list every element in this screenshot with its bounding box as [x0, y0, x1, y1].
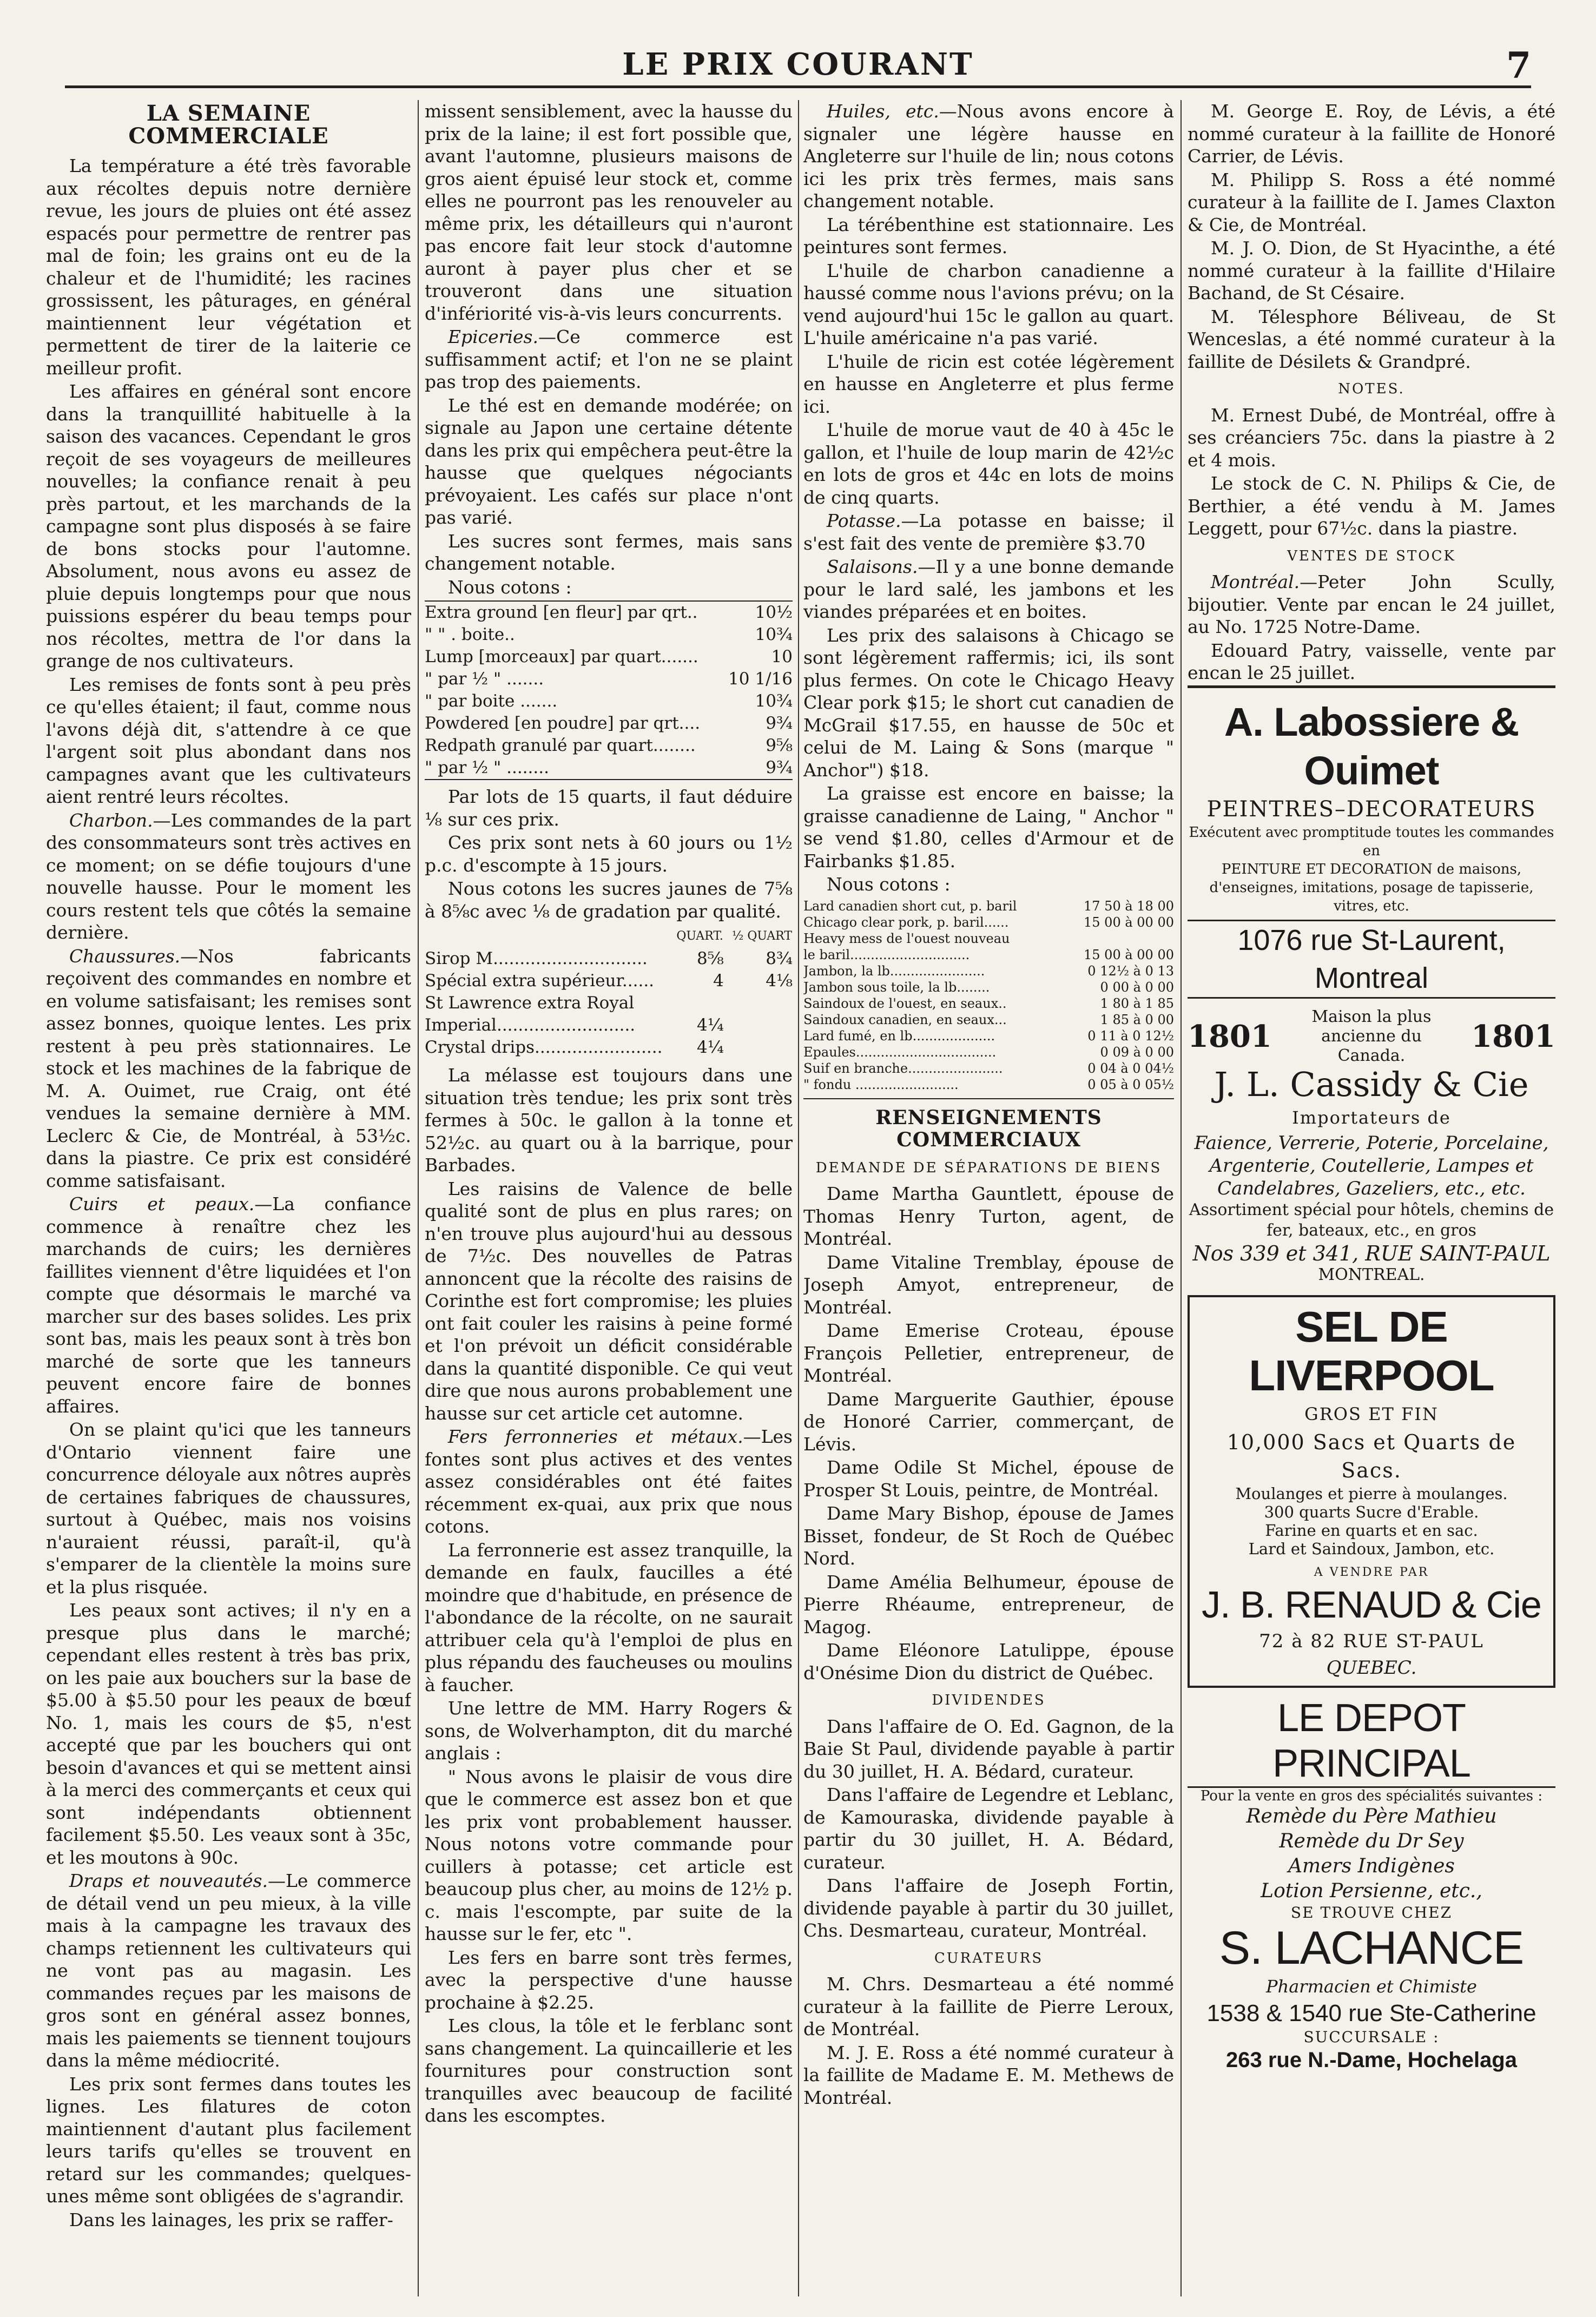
paragraph: Les sucres sont fermes, mais sans changement notable. — [425, 530, 793, 574]
paragraph: La graisse est encore en baisse; la graisse canadienne de Laing, " Anchor " se vend $1.80, celles d'Armour et de Fairbanks $1.85. — [803, 783, 1174, 872]
cell: le baril............................. — [803, 947, 970, 962]
table-row — [425, 646, 793, 668]
cell: Sirop M............................. — [425, 949, 648, 968]
item-label: Chaussures. — [69, 945, 181, 967]
cell: Lard fumé, en lb.................... — [803, 1028, 995, 1044]
cell: Jambon sous toile, la lb........ — [803, 979, 990, 995]
cell: 0 12½ à 0 13 — [1087, 963, 1174, 979]
ad-trade: PEINTRES–DECORATEURS — [1206, 796, 1536, 822]
cell: Suif en branche....................... — [803, 1060, 1003, 1076]
item-label: Epiceries. — [447, 326, 538, 347]
ad-text: Pour la vente en gros des spécialités suivantes : — [1200, 1787, 1543, 1804]
table-header — [425, 925, 793, 948]
cell: Heavy mess de l'ouest nouveau — [803, 930, 1010, 946]
column-header: QUART. — [676, 929, 723, 943]
column-2 — [425, 100, 793, 2296]
paragraph — [803, 556, 1174, 623]
cell — [724, 1014, 793, 1037]
column-rule — [798, 100, 799, 2296]
cell: 17 50 à 18 00 — [1084, 898, 1174, 914]
list-item: Dame Odile St Michel, épouse de Prosper St Louis, peintre, de Montréal. — [803, 1457, 1174, 1501]
column-rule — [418, 100, 419, 2296]
cell: 15 00 à 00 00 — [1084, 914, 1174, 930]
ad-text: A VENDRE PAR — [1314, 1565, 1429, 1579]
paragraph: L'huile de morue vaut de 40 à 45c le gallon, et l'huile de loup marin de 42½c en lots de gros et 44c en lots de moins de cinq quarts. — [803, 419, 1174, 508]
table-row — [425, 735, 793, 757]
list-item: Dame Amélia Belhumeur, épouse de Pierre Rhéaume, entrepreneur, de Magog. — [803, 1571, 1174, 1638]
paragraph — [46, 1870, 411, 2072]
cell: 10¾ — [755, 625, 793, 644]
section-heading: LA SEMAINE COMMERCIALE — [128, 101, 329, 149]
ad-text: SE TROUVE CHEZ — [1290, 1903, 1453, 1922]
list-item: M. George E. Roy, de Lévis, a été nommé curateur à la faillite de Honoré Carrier, de Lévis. — [1188, 101, 1555, 167]
item-text: —Nos fabricants reçoivent des commandes en nombre et en volume satisfaisant; les remises sont assez bonnes, quoique lentes. Les prix restent à peu près stationnaires. Le stock et les machines de la fabrique de M. A. Ouimet, rue Craig, ont été vendues la semaine dernière à MM. Leclerc & Cie, de Montréal, à 53½c. dans la piastre. Ce prix est considéré comme satisfaisant. — [46, 945, 411, 1191]
cell: 1 85 à 0 00 — [1100, 1012, 1174, 1027]
advertisement-cassidy — [1188, 1004, 1555, 1290]
ad-address: 72 à 82 RUE ST-PAUL — [1259, 1630, 1484, 1652]
paragraph: Ces prix sont nets à 60 jours ou 1½ p.c. d'escompte à 15 jours. — [425, 832, 793, 876]
item-label: Fers ferronneries et métaux. — [447, 1426, 743, 1447]
ad-year: 1801 — [1471, 1018, 1555, 1054]
item-label: Potasse. — [826, 510, 901, 531]
subsection-heading: DEMANDE DE SÉPARATIONS DE BIENS — [815, 1159, 1162, 1176]
list-item: Dame Emerise Croteau, épouse François Pelletier, entrepreneur, de Montréal. — [803, 1320, 1174, 1386]
ad-product: Remède du Dr Sey — [1279, 1830, 1464, 1852]
paragraph: La mélasse est toujours dans une situation très tendue; les prix sont très fermes à 50c. le gallon à la tonne et 52½c. au quart ou à la barrique, pour Barbades. — [425, 1065, 793, 1176]
list-item: M. Télesphore Béliveau, de St Wenceslas, a été nommé curateur à la faillite de Désilets & Grandpré. — [1188, 306, 1555, 372]
table-row — [425, 992, 793, 1014]
item-text: —Les commandes de la part des consommateurs sont très actives en ce moment; on se défie toujours d'une nouvelle hausse. Pour le moment les cours restent tels que côtés la semaine dernière. — [46, 809, 411, 943]
item-text: —Les fontes sont plus actives et des ventes assez considérables ont été faites récemment ex-quai, aux prix que nous cotons. — [425, 1426, 793, 1537]
advertisement-depot-principal — [1188, 1693, 1555, 2079]
ad-text: Lard et Saindoux, Jambon, etc. — [1248, 1539, 1495, 1558]
ad-role: Pharmacien et Chimiste — [1266, 1976, 1477, 1997]
paragraph: Les clous, la tôle et le ferblanc sont sans changement. La quincaillerie et les fournitures pour construction sont tranquilles avec beaucoup de facilité dans les escomptes. — [425, 2015, 793, 2126]
list-item: Dans l'affaire de Legendre et Leblanc, de Kamouraska, dividende payable à partir du 30 juillet, H. A. Bédard, curateur. — [803, 1784, 1174, 1873]
table-row — [803, 995, 1174, 1012]
table-row — [425, 1037, 793, 1059]
item-text: —Il y a une bonne demande pour le lard salé, les jambons et les viandes préparées et en boites. — [803, 556, 1174, 622]
cell: Redpath granulé par quart........ — [425, 736, 696, 755]
ad-city: QUEBEC. — [1326, 1656, 1417, 1679]
item-text: —Nous avons encore à signaler une légère hausse en Angleterre sur l'huile de lin; nous cotons ici les prix très fermes, mais sans changement notable. — [803, 101, 1174, 212]
column-rule — [1180, 100, 1182, 2296]
list-item: M. J. O. Dion, de St Hyacinthe, a été nommé curateur à la faillite d'Hilaire Bachand, de St Césaire. — [1188, 237, 1555, 303]
cell: Extra ground [en fleur] par qrt.. — [425, 603, 698, 622]
paragraph: Dans les lainages, les prix se raffer- — [69, 2209, 393, 2230]
list-item: Dans l'affaire de O. Ed. Gagnon, de la Baie St Paul, dividende payable à partir du 30 juillet, H. A. Bédard, curateur. — [803, 1715, 1174, 1782]
list-item — [1188, 571, 1555, 638]
cell: 0 04 à 0 04½ — [1087, 1060, 1174, 1076]
item-text: —Peter John Scully, bijoutier. Vente par encan le 24 juillet, au No. 1725 Notre-Dame. — [1188, 571, 1555, 637]
ad-text: Assortiment spécial pour hôtels, chemins de fer, bateaux, etc., en gros — [1189, 1200, 1554, 1240]
subsection-heading: VENTES DE STOCK — [1287, 547, 1456, 564]
cell: " par ½ " ....... — [425, 669, 544, 689]
item-label: Huiles, etc. — [826, 101, 939, 122]
ad-subtitle: GROS ET FIN — [1304, 1403, 1439, 1424]
paragraph: On se plaint qu'ici que les tanneurs d'Ontario viennent faire une concurrence déloyale aux nôtres auprès de certaines fabriques de chaussures, surtout à Québec, mais nos voisins n'auraient réussi, paraît-il, qu'à s'emparer de la clientèle la moins sure et la plus risquée. — [46, 1419, 411, 1598]
paragraph — [425, 1425, 793, 1538]
ad-text: Exécutent avec promptitude toutes les commandes en — [1189, 824, 1554, 859]
ad-firm-name: A. Labossiere & Ouimet — [1224, 699, 1519, 793]
list-item: Edouard Patry, vaisselle, vente par encan le 25 juillet. — [1188, 639, 1555, 683]
cell: Crystal drips........................ — [425, 1038, 663, 1057]
ad-address: Nos 339 et 341, RUE SAINT-PAUL — [1192, 1241, 1551, 1265]
ad-text: 10,000 Sacs et Quarts de Sacs. — [1226, 1430, 1516, 1482]
cell: 4⅛ — [766, 971, 793, 991]
ad-text: Moulanges et pierre à moulanges. — [1235, 1484, 1508, 1503]
cell: 8¾ — [766, 949, 793, 968]
item-text: —La potasse en baisse; il s'est fait des vente de première $3.70 — [803, 510, 1174, 554]
table-row — [425, 601, 793, 624]
cell: Imperial.......................... — [425, 1015, 636, 1035]
paragraph: Les prix des salaisons à Chicago se sont légèrement raffermis; ici, ils sont plus fermes. On cote le Chicago Heavy Clear pork $15; le short cut canadien de McGrail $17.55, en hausse de 50c et celui de M. Laing & Sons (marque " Anchor") $18. — [803, 624, 1174, 781]
ad-year-row — [1188, 1007, 1555, 1066]
list-item: Dame Mary Bishop, épouse de James Bisset, fondeur, de St Roch de Québec Nord. — [803, 1503, 1174, 1569]
item-text: —Ce commerce est suffisamment actif; et l'on ne se plaint pas trop des paiements. — [425, 326, 793, 392]
ad-tagline: Maison la plus ancienne du Canada. — [1311, 1007, 1432, 1065]
cell: 9⅝ — [766, 736, 793, 755]
list-item: Dame Vitaline Tremblay, épouse de Joseph Amyot, entrepreneur, de Montréal. — [803, 1251, 1174, 1318]
list-item: Dame Marguerite Gauthier, épouse de Honoré Carrier, commerçant, de Lévis. — [803, 1388, 1174, 1455]
table-row — [803, 930, 1174, 947]
cell: 0 09 à 0 00 — [1100, 1044, 1174, 1060]
ad-firm-name: J. B. RENAUD & Cie — [1202, 1583, 1541, 1626]
table-row — [803, 1060, 1174, 1077]
page-number: 7 — [1506, 44, 1531, 87]
cell — [1058, 930, 1174, 947]
advertisement-sel-liverpool — [1188, 1295, 1555, 1688]
list-item: Dans l'affaire de Joseph Fortin, dividende payable à partir du 30 juillet, Chs. Desmarteau, curateur, Montréal. — [803, 1875, 1174, 1941]
item-label: Salaisons. — [826, 556, 918, 577]
section-heading: RENSEIGNEMENTS COMMERCIAUX — [803, 1098, 1174, 1152]
list-item: M. Chrs. Desmarteau a été nommé curateur à la faillite de Pierre Leroux, de Montréal. — [803, 1973, 1174, 2039]
paragraph: Nous cotons : — [447, 576, 572, 598]
ad-text: PEINTURE ET DECORATION de maisons, d'enseignes, imitations, posage de tapisserie, vitres, etc. — [1209, 861, 1534, 914]
cell: 0 11 à 0 12½ — [1087, 1028, 1174, 1044]
column-1 — [46, 100, 411, 2296]
paragraph: Les prix sont fermes dans toutes les lignes. Les filatures de coton maintiennent d'autant plus facilement leurs tarifs qu'elles se trouvent en retard sur les commandes; quelques-unes même sont obligées de s'agrandir. — [46, 2073, 411, 2207]
subsection-heading: DIVIDENDES — [932, 1692, 1046, 1708]
cell: " " . boite.. — [425, 625, 515, 644]
cell: 9¾ — [766, 714, 793, 733]
ad-headline: LE DEPOT PRINCIPAL — [1188, 1695, 1555, 1788]
provisions-price-table — [803, 898, 1174, 1093]
column-3 — [803, 100, 1174, 2296]
paragraph: Les remises de fonts sont à peu près ce qu'elles étaient; il faut, comme nous l'avons déjà dit, s'attendre à ce que l'argent soit plus abondant dans nos campagnes avant que les cultivateurs aient rentré leurs récoltes. — [46, 674, 411, 807]
ad-role: Importateurs de — [1292, 1107, 1451, 1128]
table-row — [425, 712, 793, 735]
ad-text: Farine en quarts et en sac. — [1265, 1521, 1478, 1540]
paragraph: Nous cotons les sucres jaunes de 7⅝ à 8⅝c avec ⅛ de gradation par qualité. — [425, 878, 793, 922]
paragraph — [803, 510, 1174, 555]
cell — [724, 1037, 793, 1059]
table-row — [803, 947, 1174, 963]
cell: " fondu ......................... — [803, 1077, 959, 1092]
table-row — [803, 914, 1174, 930]
cell: St Lawrence extra Royal — [425, 993, 635, 1013]
ad-product: Remède du Père Mathieu — [1246, 1805, 1497, 1827]
cell: 1 80 à 1 85 — [1100, 995, 1174, 1011]
sugar-price-table — [425, 600, 793, 780]
cell: 0 00 à 0 00 — [1100, 979, 1174, 995]
paragraph: Une lettre de MM. Harry Rogers & sons, de Wolverhampton, dit du marché anglais : — [425, 1698, 793, 1764]
paragraph: Les fers en barre sont très fermes, avec la perspective d'une hausse prochaine à $2.25. — [425, 1946, 793, 2013]
cell: Lard canadien short cut, p. baril — [803, 898, 1017, 914]
cell: 10 1/16 — [728, 669, 793, 689]
cell: 15 00 à 00 00 — [1084, 947, 1174, 962]
ad-address: 263 rue N.-Dame, Hochelaga — [1226, 2048, 1517, 2072]
cell: Saindoux de l'ouest, en seaux.. — [803, 995, 1007, 1011]
ad-firm-name: J. L. Cassidy & Cie — [1214, 1064, 1529, 1104]
paragraph: L'huile de charbon canadienne a haussé comme nous l'avions prévu; on la vend aujourd'hui 15c le gallon au quart. L'huile américaine n'a pas varié. — [803, 260, 1174, 348]
ad-city: MONTREAL. — [1318, 1265, 1425, 1284]
item-text: —La confiance commence à renaître chez les marchands de cuirs; les dernières faillites viennent d'être liquidées et l'on compte que désormais le marché va marcher sur des bases solides. Les prix sont bas, mais les peaux sont à très bon marché de sorte que les tanneurs peuvent encore faire de bonnes affaires. — [46, 1193, 411, 1417]
item-text: —Le commerce de détail vend un peu mieux, à la ville mais à la campagne les travaux des champs retiennent les cultivateurs qui ne vont pas au magasin. Les commandes reçues par les maisons de gros sont en général assez bonnes, mais les paiements se tiennent toujours dans la même médiocrité. — [46, 1870, 411, 2071]
cell: Epaules.................................. — [803, 1044, 997, 1060]
list-item: M. Philipp S. Ross a été nommé curateur à la faillite de I. James Claxton & Cie, de Montréal. — [1188, 169, 1555, 235]
table-row — [803, 898, 1174, 914]
table-row — [803, 963, 1174, 979]
table-row — [803, 1044, 1174, 1060]
ad-goods: Faience, Verrerie, Poterie, Porcelaine, Argenterie, Coutellerie, Lampes et Candelabres, Gazeliers, etc., etc. — [1194, 1132, 1549, 1199]
paragraph: Par lots de 15 quarts, il faut déduire ⅛ sur ces prix. — [425, 786, 793, 830]
paragraph — [46, 1193, 411, 1417]
paragraph — [46, 945, 411, 1192]
table-row — [425, 970, 793, 992]
syrup-price-table — [425, 925, 793, 1059]
masthead — [65, 37, 1531, 88]
cell: 10 — [771, 647, 793, 666]
cell: Spécial extra supérieur...... — [425, 971, 655, 991]
cell: Saindoux canadien, en seaux... — [803, 1012, 1007, 1027]
ad-text: SUCCURSALE : — [1303, 2028, 1440, 2046]
paragraph: La température a été très favorable aux récoltes depuis notre dernière revue, les jours de pluies ont été assez espacés pour permettre de rentrer pas mal de foin; les grains ont eu de la chaleur et de l'humidité; les racines grossissent, les pâturages, en général maintiennent leur végétation et permettent de tirer de la laiterie ce meilleur profit. — [46, 155, 411, 379]
ad-year: 1801 — [1188, 1018, 1272, 1054]
paragraph: La térébenthine est stationnaire. Les peintures sont fermes. — [803, 214, 1174, 258]
ad-address: 1076 rue St-Laurent, Montreal — [1188, 920, 1555, 999]
item-label: Draps et nouveautés. — [69, 1870, 268, 1891]
cell: 4 — [713, 971, 724, 991]
cell: Powdered [en poudre] par qrt.... — [425, 714, 701, 733]
paragraph: La ferronnerie est assez tranquille, la demande en faulx, faucilles a été moindre que d'habitude, en présence de l'abondance de la récolte, on ne saurait attribuer cela qu'à l'emploi de plus en plus répandu des faucheuses ou moulins à faucher. — [425, 1539, 793, 1695]
paragraph: Les raisins de Valence de belle qualité sont de plus en plus rares; on n'en trouve plus aujourd'hui au dessous de 7½c. Des nouvelles de Patras annoncent que la récolte des raisins de Corinthe est fort compromise; les pluies ont fait couler les raisins à peine formé et l'on prévoit un déficit considérable dans la quantité disponible. Ce qui veut dire que nous aurons probablement une hausse sur cet article cet automne. — [425, 1178, 793, 1424]
cell: 8⅝ — [697, 949, 724, 968]
table-row — [425, 757, 793, 780]
cell: 4¼ — [697, 1015, 724, 1035]
table-row — [425, 624, 793, 646]
item-label: Cuirs et peaux. — [69, 1193, 255, 1214]
item-label: Montréal. — [1210, 571, 1300, 592]
cell: 4¼ — [697, 1038, 724, 1057]
cell — [669, 992, 724, 1014]
cell: Chicago clear pork, p. baril...... — [803, 914, 1009, 930]
paragraph: Le thé est en demande modérée; on signale au Japon une certaine détente dans les prix qui empêchera peut-être la hausse que quelques négociants prévoyaient. Les cafés sur place n'ont pas varié. — [425, 394, 793, 528]
table-row — [425, 1014, 793, 1037]
cell: 10½ — [755, 603, 793, 622]
column-4 — [1188, 100, 1555, 2296]
table-row — [803, 1012, 1174, 1028]
ad-product: Lotion Persienne, etc., — [1261, 1879, 1482, 1902]
cell: Jambon, la lb....................... — [803, 963, 985, 979]
paragraph: L'huile de ricin est cotée légèrement en hausse en Angleterre et plus ferme ici. — [803, 351, 1174, 417]
cell: " par boite ....... — [425, 691, 558, 711]
list-item: M. J. E. Ross a été nommé curateur à la faillite de Madame E. M. Methews de Montréal. — [803, 2042, 1174, 2108]
paragraph: Les affaires en général sont encore dans la tranquillité habituelle à la saison des vacances. Cependant le gros reçoit de ses voyageurs de meilleures nouvelles; la confiance renait à peu près partout, et les marchands de la campagne sont plus disposés à se faire de bons stocks pour l'automne. Absolument, nous avons eu assez de pluie depuis longtemps pour que nous puissions espérer du beau temps pour nos récoltes, mettra de l'or dans la grange de nos cultivateurs. — [46, 381, 411, 671]
table-row — [803, 979, 1174, 995]
paragraph: missent sensiblement, avec la hausse du prix de la laine; il est fort possible que, avant l'automne, plusieurs maisons de gros aient épuisé leur stock et, comme elles ne pourront pas les renouveler au même prix, les détailleurs qui n'auront pas encore fait leur stock d'automne auront à payer plus cher et se trouveront dans une situation d'infériorité vis-à-vis leurs concurrents. — [425, 101, 793, 324]
paragraph: " Nous avons le plaisir de vous dire que le commerce est assez bon et que les prix vont probablement hausser. Nous notons votre commande pour cuillers à potasse; cet article est beaucoup plus cher, au moins de 12½ p. c. mais l'escompte, par suite de la hausse sur le fer, etc ". — [425, 1766, 793, 1944]
column-header: ½ QUART — [732, 929, 792, 943]
ad-product-name: SEL DE LIVERPOOL — [1249, 1302, 1494, 1400]
item-label: Charbon. — [69, 809, 153, 831]
paragraph — [803, 100, 1174, 213]
paragraph — [425, 326, 793, 393]
subsection-heading: CURATEURS — [934, 1950, 1044, 1966]
cell: 0 05 à 0 05½ — [1087, 1077, 1174, 1092]
list-item: Dame Eléonore Latulippe, épouse d'Onésime Dion du district de Québec. — [803, 1640, 1174, 1684]
ad-address: 1538 & 1540 rue Ste-Catherine — [1206, 1999, 1536, 2026]
list-item: M. Ernest Dubé, de Montréal, offre à ses créanciers 75c. dans la piastre à 2 et 4 mois. — [1188, 404, 1555, 471]
cell — [724, 992, 793, 1014]
cell: 9¾ — [766, 758, 793, 777]
cell: Lump [morceaux] par quart....... — [425, 647, 698, 666]
ad-firm-name: S. LACHANCE — [1219, 1922, 1524, 1974]
ad-product: Amers Indigènes — [1288, 1854, 1455, 1877]
table-row — [425, 690, 793, 712]
ad-text: 300 quarts Sucre d'Erable. — [1264, 1502, 1479, 1521]
subsection-heading: NOTES. — [1338, 381, 1405, 397]
cell: " par ½ " ........ — [425, 758, 549, 777]
list-item: Le stock de C. N. Philips & Cie, de Berthier, a été vendu à M. James Leggett, pour 67½c. dans la piastre. — [1188, 473, 1555, 539]
cell: 10¾ — [755, 691, 793, 711]
table-row — [803, 1077, 1174, 1093]
masthead-title: LE PRIX COURANT — [622, 47, 974, 82]
table-row — [803, 1028, 1174, 1044]
paragraph: Les peaux sont actives; il n'y en a presque plus dans le marché; cependant elles restent à très bas prix, on les paie aux bouchers sur la base de $5.00 à $5.50 pour les peaux de bœuf No. 1, mais les cours de $5, n'est accepté que par les bouchers qui ont besoin d'avances et qui se mettent ainsi à la merci des commerçants et ceux qui sont indépendants obtiennent facilement $5.50. Les veaux sont à 35c, et les moutons à 90c. — [46, 1600, 411, 1868]
advertisement-labossiere — [1188, 685, 1555, 1004]
paragraph — [46, 809, 411, 944]
paragraph: Nous cotons : — [826, 874, 951, 895]
list-item: Dame Martha Gauntlett, épouse de Thomas Henry Turton, agent, de Montréal. — [803, 1183, 1174, 1249]
table-row — [425, 948, 793, 970]
table-row — [425, 668, 793, 690]
